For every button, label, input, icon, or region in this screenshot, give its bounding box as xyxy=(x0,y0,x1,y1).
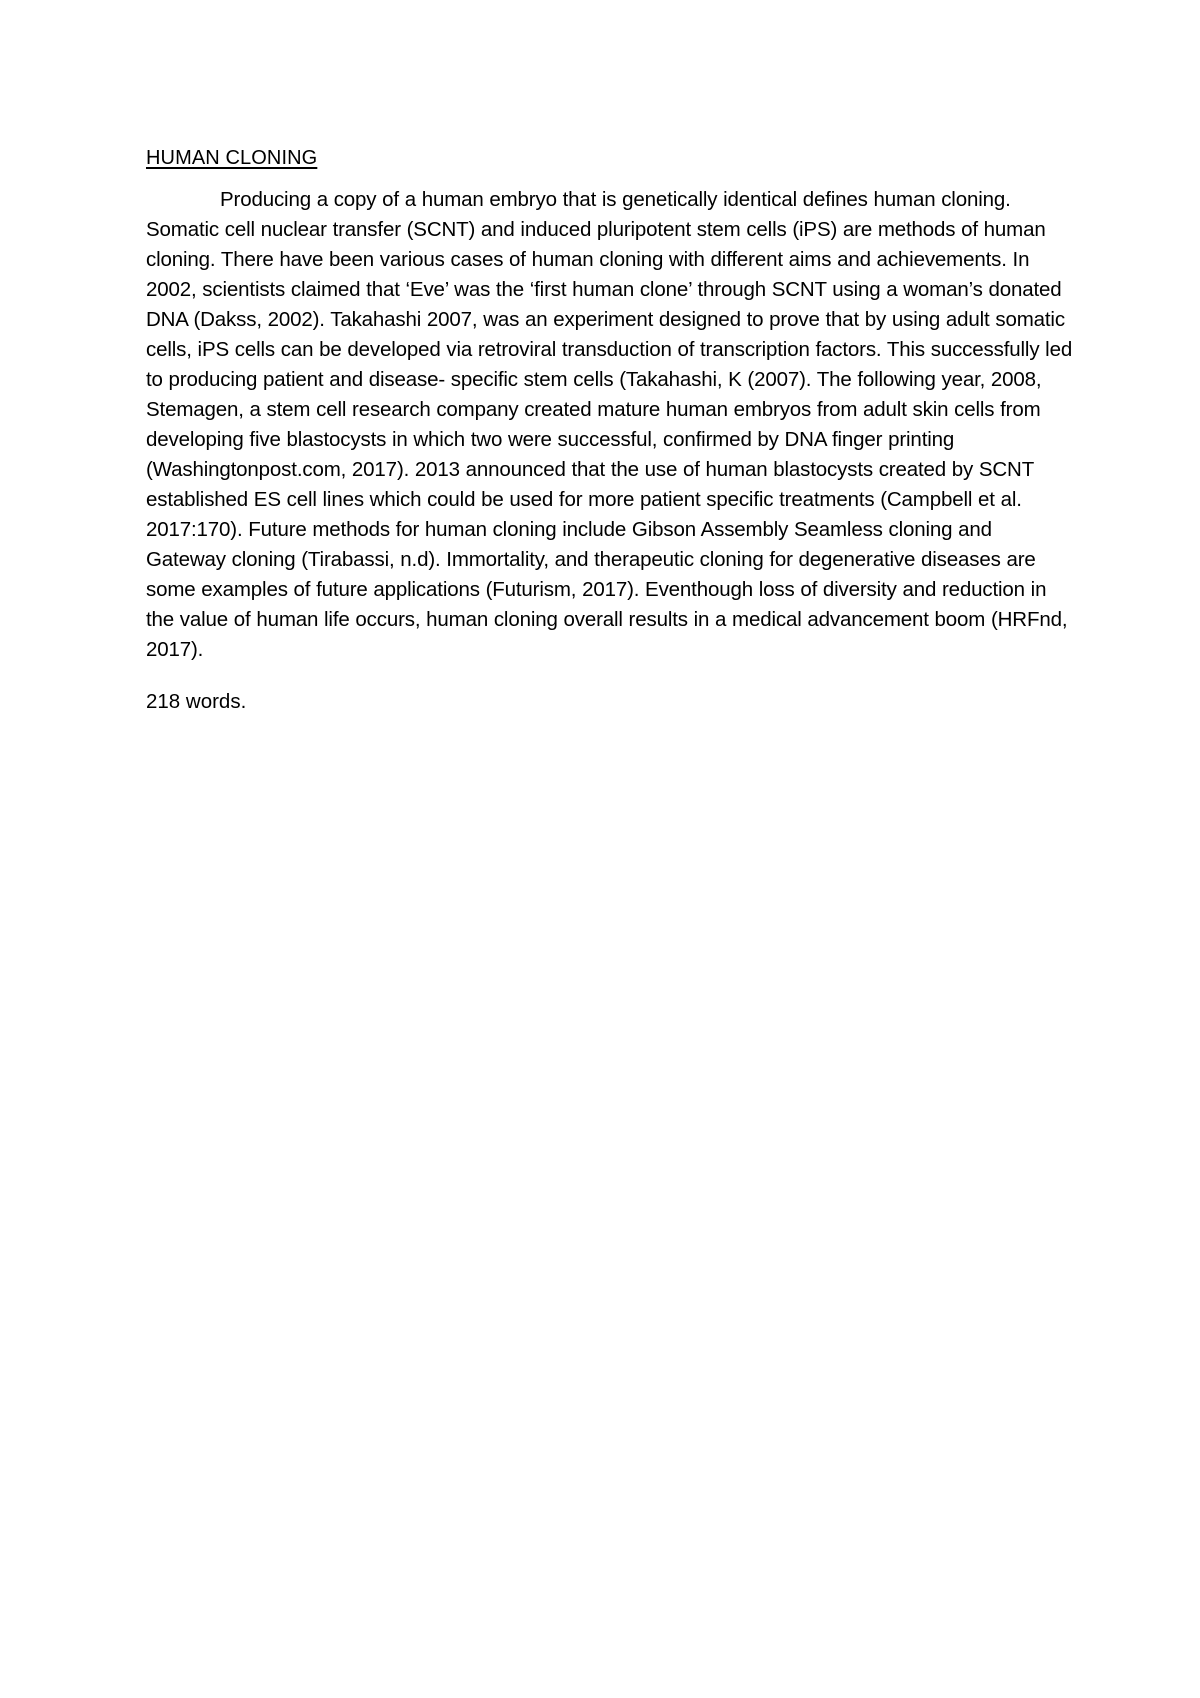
body-paragraph: Producing a copy of a human embryo that is genetically identical defines human cloning. Somatic cell nuclear transfer (SCNT) and induced pluripotent stem cells (iPS) are methods of human cloning. There have been various cases of human cloning with different aims and achievements. In 2002, scientists claimed that ‘Eve’ was the ‘first human clone’ through SCNT using a woman’s donated DNA (Dakss, 2002). Takahashi 2007, was an experiment designed to prove that by using adult somatic cells, iPS cells can be developed via retroviral transduction of transcription factors. This successfully led to producing patient and disease- specific stem cells (Takahashi, K (2007). The following year, 2008, Stemagen, a stem cell research company created mature human embryos from adult skin cells from developing five blastocysts in which two were successful, confirmed by DNA finger printing (Washingtonpost.com, 2017). 2013 announced that the use of human blastocysts created by SCNT established ES cell lines which could be used for more patient specific treatments (Campbell et al. 2017:170). Future methods for human cloning include Gibson Assembly Seamless cloning and Gateway cloning (Tirabassi, n.d). Immortality, and therapeutic cloning for degenerative diseases are some examples of future applications (Futurism, 2017). Eventhough loss of diversity and reduction in the value of human life occurs, human cloning overall results in a medical advancement boom (HRFnd, 2017). xyxy=(146,188,1073,661)
document-title: HUMAN CLONING xyxy=(146,147,318,169)
word-count: 218 words. xyxy=(146,690,247,713)
document-content xyxy=(146,143,1076,717)
